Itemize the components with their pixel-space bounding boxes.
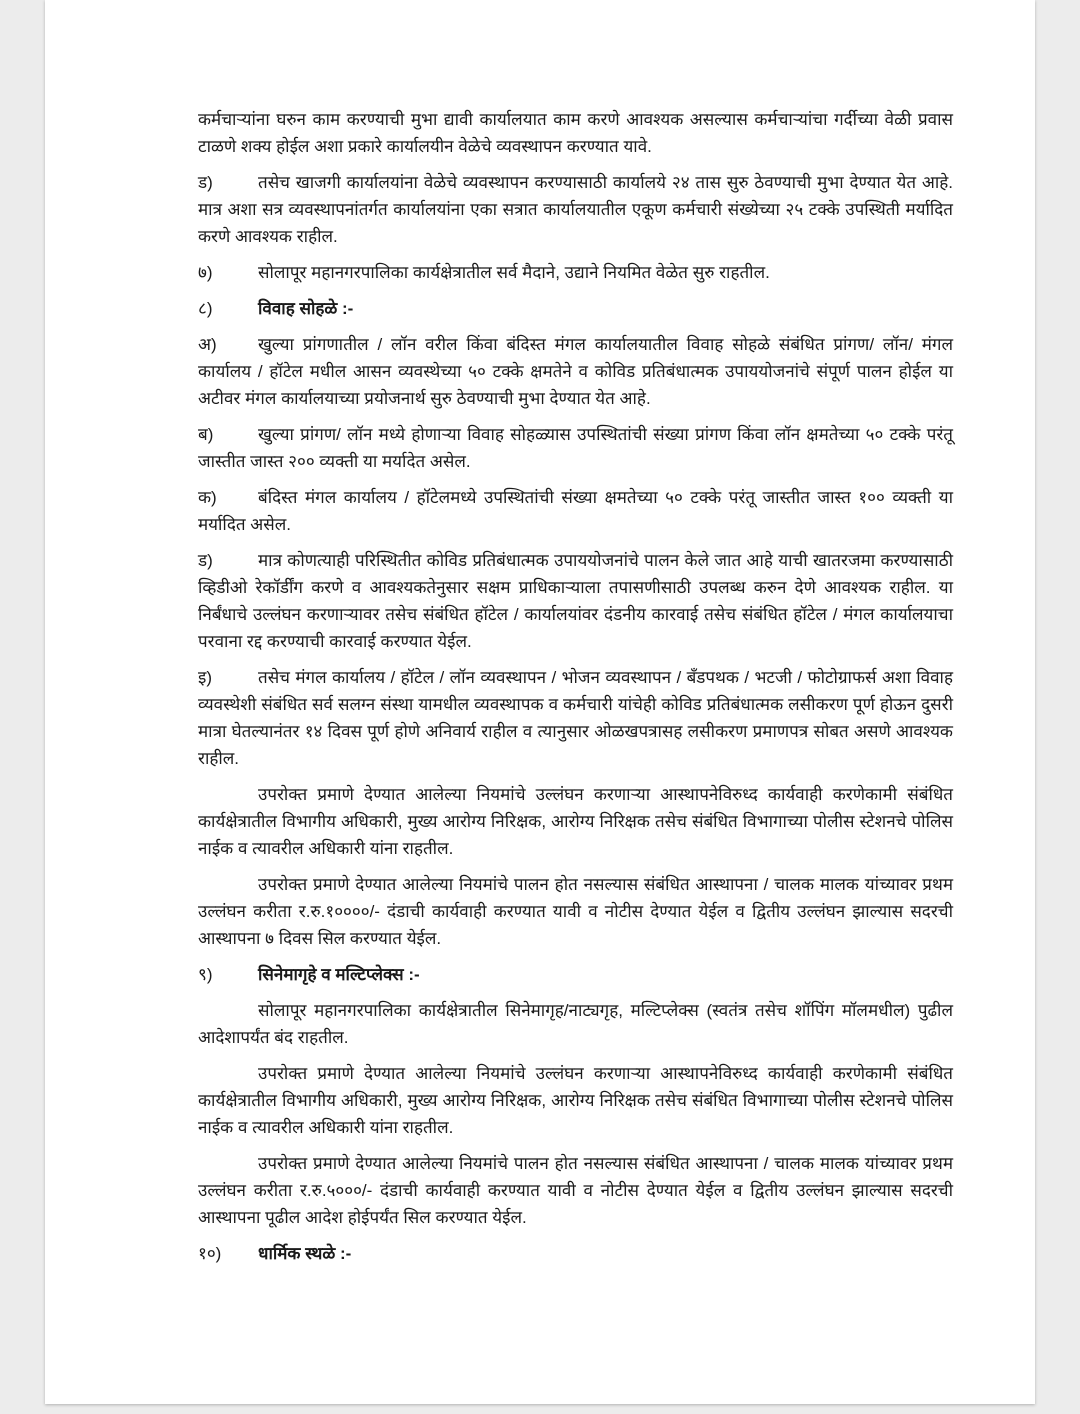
paragraph-text: कर्मचाऱ्यांना घरुन काम करण्याची मुभा द्यावी कार्यालयात काम करणे आवश्यक असल्यास कर्मचाऱ्यांचा गर्दीच्या वेळी प्रवास टाळणे शक्य होईल अशा प्रकारे कार्यालयीन वेळेचे व्यवस्थापन करण्यात यावे. [198,110,953,156]
paragraph-label: ड) [198,551,213,570]
heading-text: धार्मिक स्थळे :- [258,1244,352,1263]
numbered-paragraph [198,421,953,475]
paragraph [198,781,953,862]
paragraph-label: ८) [198,299,213,318]
paragraph-text: तसेच मंगल कार्यालय / हॉटेल / लॉन व्यवस्थापन / भोजन व्यवस्थापन / बँडपथक / भटजी / फोटोग्राफर्स अशा विवाह व्यवस्थेशी संबंधित सर्व सलग्न संस्था यामधील व्यवस्थापक व कर्मचारी यांचेही कोविड प्रतिबंधात्मक लसीकरण पूर्ण होऊन दुसरी मात्रा घेतल्यानंतर १४ दिवस पूर्ण होणे अनिवार्य राहील व त्यानुसार ओळखपत्रासह लसीकरण प्रमाणपत्र सोबत असणे आवश्यक राहील. [198,668,953,768]
numbered-paragraph [198,484,953,538]
paragraph-text: उपरोक्त प्रमाणे देण्यात आलेल्या नियमांचे पालन होत नसल्यास संबंधित आस्थापना / चालक मालक यांच्यावर प्रथम उल्लंघन करीता र.रु.१००००/- दंडाची कार्यवाही करण्यात यावी व नोटीस देण्यात येईल व द्वितीय उल्लंघन झाल्यास सदरची आस्थापना ७ दिवस सिल करण्यात येईल. [198,875,953,948]
paragraph [198,997,953,1051]
paragraph-text: खुल्या प्रांगण/ लॉन मध्ये होणाऱ्या विवाह सोहळ्यास उपस्थितांची संख्या प्रांगण किंवा लॉन क्षमतेच्या ५० टक्के परंतू जास्तीत जास्त २०० व्यक्ती या मर्यादेत असेल. [198,425,953,471]
heading-text: विवाह सोहळे :- [258,299,354,318]
numbered-paragraph [198,664,953,772]
paragraph-text: तसेच खाजगी कार्यालयांना वेळेचे व्यवस्थापन करण्यासाठी कार्यालये २४ तास सुरु ठेवण्याची मुभा देण्यात येत आहे. मात्र अशा सत्र व्यवस्थापनांतर्गत कार्यालयांना एका सत्रात कार्यालयातील एकूण कर्मचारी संख्येच्या २५ टक्के उपस्थिती मर्यादित करणे आवश्यक राहील. [198,173,953,246]
paragraph-label: ९) [198,965,213,984]
paragraph-text: बंदिस्त मंगल कार्यालय / हॉटेलमध्ये उपस्थितांची संख्या क्षमतेच्या ५० टक्के परंतू जास्तीत जास्त १०० व्यक्ती या मर्यादित असेल. [198,488,953,534]
paragraph [198,1150,953,1231]
document-body [198,106,953,1276]
section-heading [198,961,953,988]
paragraph-label: इ) [198,668,213,687]
paragraph-text: सोलापूर महानगरपालिका कार्यक्षेत्रातील सर्व मैदाने, उद्याने नियमित वेळेत सुरु राहतील. [258,263,770,282]
paragraph [198,871,953,952]
numbered-paragraph [198,547,953,655]
paragraph [198,1060,953,1141]
document-page [45,0,1035,1404]
numbered-paragraph [198,169,953,250]
numbered-paragraph [198,259,953,286]
paragraph [198,106,953,160]
paragraph-text: सोलापूर महानगरपालिका कार्यक्षेत्रातील सिनेमागृह/नाट्यगृह, मल्टिप्लेक्स (स्वतंत्र तसेच शॉपिंग मॉलमधील) पुढील आदेशापर्यंत बंद राहतील. [198,1001,953,1047]
paragraph-label: क) [198,488,217,507]
paragraph-text: उपरोक्त प्रमाणे देण्यात आलेल्या नियमांचे उल्लंघन करणाऱ्या आस्थापनेविरुध्द कार्यवाही करणेकामी संबंधित कार्यक्षेत्रातील विभागीय अधिकारी, मुख्य आरोग्य निरिक्षक, आरोग्य निरिक्षक तसेच संबंधित विभागाच्या पोलीस स्टेशनचे पोलिस नाईक व त्यावरील अधिकारी यांना राहतील. [198,1064,953,1137]
paragraph-text: उपरोक्त प्रमाणे देण्यात आलेल्या नियमांचे पालन होत नसल्यास संबंधित आस्थापना / चालक मालक यांच्यावर प्रथम उल्लंघन करीता र.रु.५०००/- दंडाची कार्यवाही करण्यात यावी व नोटीस देण्यात येईल व द्वितीय उल्लंघन झाल्यास सदरची आस्थापना पूढील आदेश होईपर्यंत सिल करण्यात येईल. [198,1154,953,1227]
paragraph-text: खुल्या प्रांगणातील / लॉन वरील किंवा बंदिस्त मंगल कार्यालयातील विवाह सोहळे संबंधित प्रांगण/ लॉन/ मंगल कार्यालय / हॉटेल मधील आसन व्यवस्थेच्या ५० टक्के क्षमतेने व कोविड प्रतिबंधात्मक उपाययोजनांचे संपूर्ण पालन होईल या अटीवर मंगल कार्यालयाच्या प्रयोजनार्थ सुरु ठेवण्याची मुभा देण्यात येत आहे. [198,335,953,408]
section-heading [198,1240,953,1267]
paragraph-text: उपरोक्त प्रमाणे देण्यात आलेल्या नियमांचे उल्लंघन करणाऱ्या आस्थापनेविरुध्द कार्यवाही करणेकामी संबंधित कार्यक्षेत्रातील विभागीय अधिकारी, मुख्य आरोग्य निरिक्षक, आरोग्य निरिक्षक तसेच संबंधित विभागाच्या पोलीस स्टेशनचे पोलिस नाईक व त्यावरील अधिकारी यांना राहतील. [198,785,953,858]
paragraph-label: ड) [198,173,213,192]
heading-text: सिनेमागृहे व मल्टिप्लेक्स :- [258,965,420,984]
section-heading [198,295,953,322]
paragraph-label: १०) [198,1244,222,1263]
paragraph-label: ७) [198,263,213,282]
paragraph-label: अ) [198,335,217,354]
paragraph-text: मात्र कोणत्याही परिस्थितीत कोविड प्रतिबंधात्मक उपाययोजनांचे पालन केले जात आहे याची खातरजमा करण्यासाठी व्हिडीओ रेकॉर्डींग करणे व आवश्यकतेनुसार सक्षम प्राधिकाऱ्याला तपासणीसाठी उपलब्ध करुन देणे आवश्यक राहील. या निर्बंधाचे उल्लंघन करणाऱ्यावर तसेच संबंधित हॉटेल / कार्यालयांवर दंडनीय कारवाई तसेच संबंधित हॉटेल / मंगल कार्यालयाचा परवाना रद्द करण्याची कारवाई करण्यात येईल. [198,551,953,651]
numbered-paragraph [198,331,953,412]
paragraph-label: ब) [198,425,214,444]
